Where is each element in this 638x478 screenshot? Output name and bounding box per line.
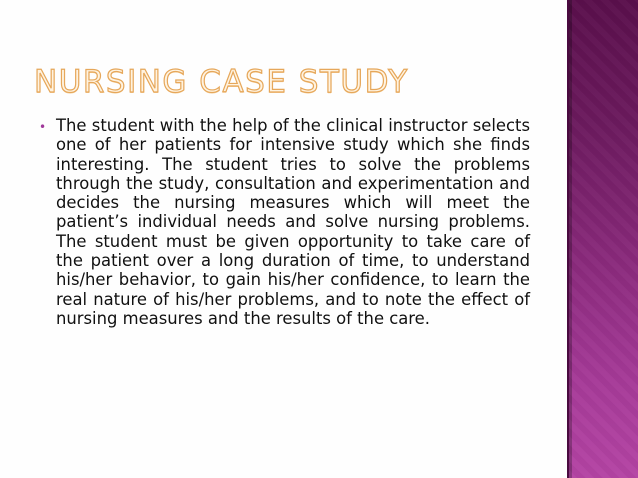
- slide-title: NURSING CASE STUDY: [34, 64, 409, 100]
- decorative-side-band: [567, 0, 638, 478]
- bullet-paragraph: The student with the help of the clinical instructor selects one of her patients for intensive study which she finds interesting. The student tries to solve the problems through the study, consultation and experimentation and decides the nursing measures which will meet the patient’s individual needs and solve nursing problems. The student must be given opportunity to take care of the patient over a long duration of time, to understand his/her behavior, to gain his/her confidence, to learn the real nature of his/her problems, and to note the effect of nursing measures and the results of the care.: [56, 116, 530, 328]
- bullet-icon: •: [39, 120, 47, 134]
